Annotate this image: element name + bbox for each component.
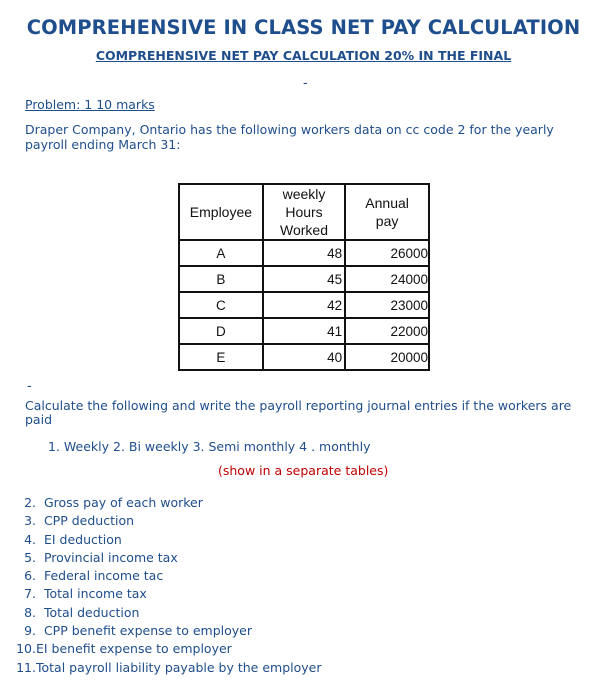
table-row bbox=[179, 318, 429, 344]
task-list bbox=[0, 494, 322, 677]
cell-employee: B bbox=[179, 266, 263, 292]
list-item: 6. Federal income tac bbox=[24, 568, 164, 584]
worker-data-table bbox=[178, 183, 430, 371]
cell-hours: 45 bbox=[263, 266, 345, 292]
list-item: 2. Gross pay of each worker bbox=[24, 495, 203, 510]
cell-employee: C bbox=[179, 292, 263, 318]
table-header-row bbox=[179, 184, 429, 240]
column-header-pay: Annual pay bbox=[345, 184, 429, 240]
cell-employee: D bbox=[179, 318, 263, 344]
list-item: 3. CPP deduction bbox=[24, 513, 135, 529]
problem-intro: Draper Company, Ontario has the following workers data on cc code 2 for the yearly payroll ending March 31: bbox=[25, 122, 554, 152]
list-item: 5. Provincial income tax bbox=[24, 549, 178, 565]
list-item: 10.EI benefit expense to employer bbox=[16, 641, 232, 657]
list-item: 7. Total income tax bbox=[24, 586, 147, 602]
page-title: COMPREHENSIVE IN CLASS NET PAY CALCULATION bbox=[26, 16, 581, 39]
cell-employee: A bbox=[179, 240, 263, 266]
table-row bbox=[179, 266, 429, 292]
cell-pay: 23000 bbox=[345, 292, 429, 318]
instruction-text: Calculate the following and write the payroll reporting journal entries if the workers are paid bbox=[25, 398, 572, 427]
cell-hours: 40 bbox=[263, 344, 345, 370]
table-row bbox=[179, 292, 429, 318]
separator-dash: - bbox=[27, 379, 32, 394]
cell-pay: 22000 bbox=[345, 318, 429, 344]
cell-hours: 41 bbox=[263, 318, 345, 344]
column-header-employee: Employee bbox=[179, 184, 263, 240]
separate-tables-note: (show in a separate tables) bbox=[218, 463, 389, 478]
cell-employee: E bbox=[179, 344, 263, 370]
cell-pay: 26000 bbox=[345, 240, 429, 266]
page-subtitle: COMPREHENSIVE NET PAY CALCULATION 20% IN THE FINAL bbox=[95, 48, 512, 63]
list-item: 8. Total deduction bbox=[24, 604, 140, 620]
cell-hours: 48 bbox=[263, 240, 345, 266]
list-item: 11.Total payroll liability payable by the employer bbox=[16, 659, 322, 675]
table-row bbox=[179, 240, 429, 266]
list-item: 9. CPP benefit expense to employer bbox=[24, 623, 252, 639]
cell-pay: 24000 bbox=[345, 266, 429, 292]
column-header-hours: weekly Hours Worked bbox=[263, 184, 345, 240]
problem-heading: Problem: 1 10 marks bbox=[25, 97, 155, 112]
table-row bbox=[179, 344, 429, 370]
cell-hours: 42 bbox=[263, 292, 345, 318]
cell-pay: 20000 bbox=[345, 344, 429, 370]
list-item: 4. EI deduction bbox=[24, 531, 122, 547]
separator-dash: - bbox=[303, 76, 308, 91]
pay-frequencies: 1. Weekly 2. Bi weekly 3. Semi monthly 4 . monthly bbox=[48, 439, 371, 454]
